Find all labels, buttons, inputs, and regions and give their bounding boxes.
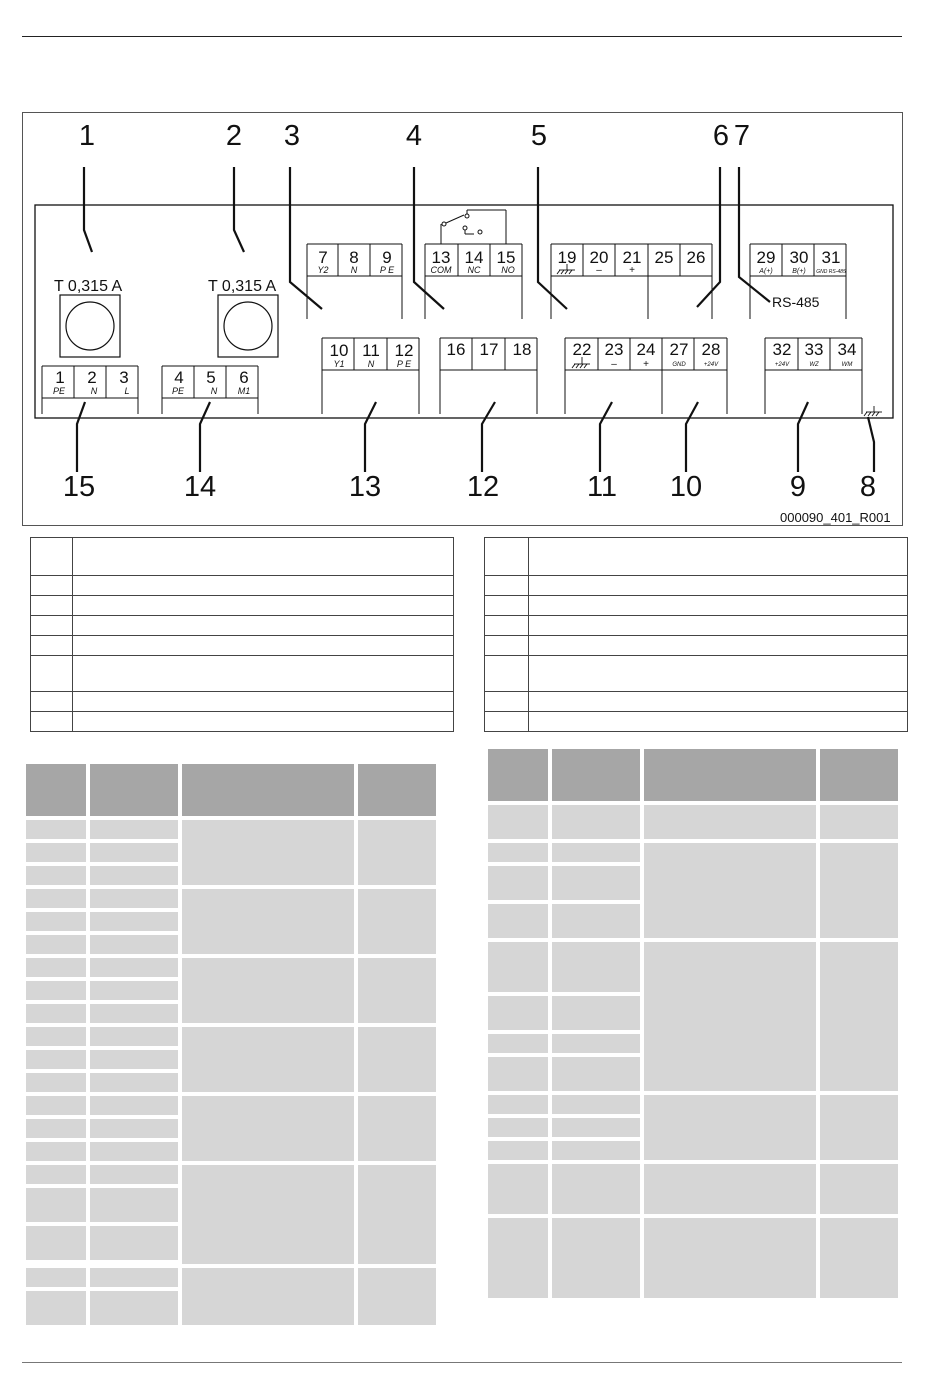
terminal-5: 5 xyxy=(206,368,216,387)
rs485-label: RS-485 xyxy=(772,294,820,310)
sub-24V-28: +24V xyxy=(703,362,719,368)
table-header-row xyxy=(488,749,898,801)
sub-minus-20: – xyxy=(596,265,602,276)
sub-N: N xyxy=(350,265,358,275)
legend-row xyxy=(485,596,908,616)
table-row xyxy=(488,843,898,862)
terminal-10: 10 xyxy=(329,341,349,360)
legend-row xyxy=(485,656,908,692)
sub-COM: COM xyxy=(430,265,452,275)
terminal-27: 27 xyxy=(669,340,689,359)
table-row xyxy=(26,820,436,839)
sub-L: L xyxy=(124,386,130,396)
table-header-row xyxy=(26,764,436,816)
table-row xyxy=(488,1095,898,1114)
sub-NC: NC xyxy=(467,265,481,275)
callout-2: 2 xyxy=(225,120,243,152)
table-row xyxy=(488,1218,898,1298)
sub-PE-4: PE xyxy=(171,386,185,396)
sub-B: B(+) xyxy=(792,268,806,275)
sub-GND-RS485: GND RS-485 xyxy=(816,269,846,275)
callout-7: 7 xyxy=(733,120,751,152)
callout-11: 11 xyxy=(586,471,618,503)
ground-symbol-8 xyxy=(864,406,882,416)
terminal-16: 16 xyxy=(446,340,466,359)
diagram-code: 000090_401_R001 xyxy=(780,510,891,525)
terminal-14: 14 xyxy=(464,248,484,267)
sub-WZ: WZ xyxy=(809,362,819,368)
sub-N-11: N xyxy=(367,359,375,369)
table-row xyxy=(488,942,898,992)
terminal-33: 33 xyxy=(804,340,824,359)
terminal-6: 6 xyxy=(239,368,249,387)
terminal-25: 25 xyxy=(654,248,674,267)
legend-row xyxy=(485,576,908,596)
sub-N-5: N xyxy=(210,386,218,396)
terminal-11: 11 xyxy=(362,341,380,360)
terminal-32: 32 xyxy=(772,340,792,359)
terminal-23: 23 xyxy=(604,340,624,359)
terminal-31: 31 xyxy=(821,248,841,267)
bottom-rule xyxy=(22,1362,902,1363)
fuse-1-label: T 0,315 A xyxy=(54,278,123,295)
sub-NO: NO xyxy=(501,265,515,275)
legend-row xyxy=(31,692,454,712)
callout-6: 6 xyxy=(712,120,730,152)
table-row xyxy=(26,1268,436,1287)
legend-row xyxy=(31,636,454,656)
table-row xyxy=(26,889,436,908)
terminal-8: 8 xyxy=(349,248,359,267)
terminal-13: 13 xyxy=(431,248,451,267)
terminal-26: 26 xyxy=(686,248,706,267)
legend-row xyxy=(31,712,454,732)
legend-table-left xyxy=(30,537,454,732)
terminal-3: 3 xyxy=(119,368,129,387)
sub-M1: M1 xyxy=(237,386,251,396)
callout-12: 12 xyxy=(466,471,500,503)
callout-10: 10 xyxy=(669,471,703,503)
table-row xyxy=(488,805,898,839)
terminal-17: 17 xyxy=(479,340,499,359)
top-rule xyxy=(22,36,902,37)
sub-Y1: Y1 xyxy=(333,359,345,369)
diagram-svg xyxy=(22,112,904,526)
sub-PE-12: P E xyxy=(396,359,412,369)
sub-A: A(+) xyxy=(759,268,773,275)
legend-row xyxy=(485,538,908,576)
terminal-12: 12 xyxy=(394,341,414,360)
table-row xyxy=(26,958,436,977)
table-row xyxy=(26,1165,436,1184)
device-housing xyxy=(35,205,893,418)
sub-GND-27: GND xyxy=(672,362,686,368)
legend-row xyxy=(31,616,454,636)
sub-Y2: Y2 xyxy=(317,265,329,275)
callout-1: 1 xyxy=(78,120,96,152)
legend-row xyxy=(31,656,454,692)
callout-8: 8 xyxy=(859,471,877,503)
terminal-21: 21 xyxy=(622,248,642,267)
terminal-19: 19 xyxy=(557,248,577,267)
legend-row xyxy=(31,576,454,596)
callout-15: 15 xyxy=(62,471,96,503)
legend-row xyxy=(31,596,454,616)
legend-row xyxy=(485,616,908,636)
legend-row xyxy=(485,712,908,732)
sub-plus-24: + xyxy=(643,359,649,370)
callout-leaders xyxy=(77,167,874,472)
terminal-4: 4 xyxy=(174,368,184,387)
sub-N-2: N xyxy=(90,386,98,396)
terminal-9: 9 xyxy=(382,248,392,267)
fuse-2 xyxy=(208,278,278,357)
terminal-18: 18 xyxy=(512,340,532,359)
callout-13: 13 xyxy=(348,471,382,503)
terminal-34: 34 xyxy=(837,340,857,359)
terminal-table-right xyxy=(484,745,902,1302)
terminal-2: 2 xyxy=(87,368,97,387)
legend-row xyxy=(31,538,454,576)
callout-9: 9 xyxy=(789,471,807,503)
callout-5: 5 xyxy=(530,120,548,152)
sub-PE-1: PE xyxy=(52,386,66,396)
diagram-frame xyxy=(23,113,903,526)
callout-4: 4 xyxy=(405,120,423,152)
terminal-15: 15 xyxy=(496,248,516,267)
sub-WM: WM xyxy=(841,362,853,368)
sub-24V-32: +24V xyxy=(774,362,790,368)
terminal-7: 7 xyxy=(318,248,328,267)
terminal-1: 1 xyxy=(55,368,65,387)
fuse-1 xyxy=(54,278,123,357)
sub-minus-23: – xyxy=(611,359,617,370)
legend-table-right xyxy=(484,537,908,732)
terminal-30: 30 xyxy=(789,248,809,267)
relay-contact-symbol xyxy=(441,210,506,244)
legend-row xyxy=(485,692,908,712)
sub-plus-21: + xyxy=(629,265,635,276)
table-row xyxy=(26,1027,436,1046)
fuse-2-label: T 0,315 A xyxy=(208,278,277,295)
terminal-29: 29 xyxy=(756,248,776,267)
terminal-28: 28 xyxy=(701,340,721,359)
table-row xyxy=(26,1096,436,1115)
legend-row xyxy=(485,636,908,656)
terminal-table-left xyxy=(22,760,440,1329)
table-row xyxy=(488,1164,898,1214)
terminal-20: 20 xyxy=(589,248,609,267)
callout-3: 3 xyxy=(283,120,301,152)
wiring-diagram xyxy=(22,112,904,526)
sub-PE: P E xyxy=(379,265,395,275)
callout-14: 14 xyxy=(183,471,217,503)
terminal-24: 24 xyxy=(636,340,656,359)
terminal-22: 22 xyxy=(572,340,592,359)
